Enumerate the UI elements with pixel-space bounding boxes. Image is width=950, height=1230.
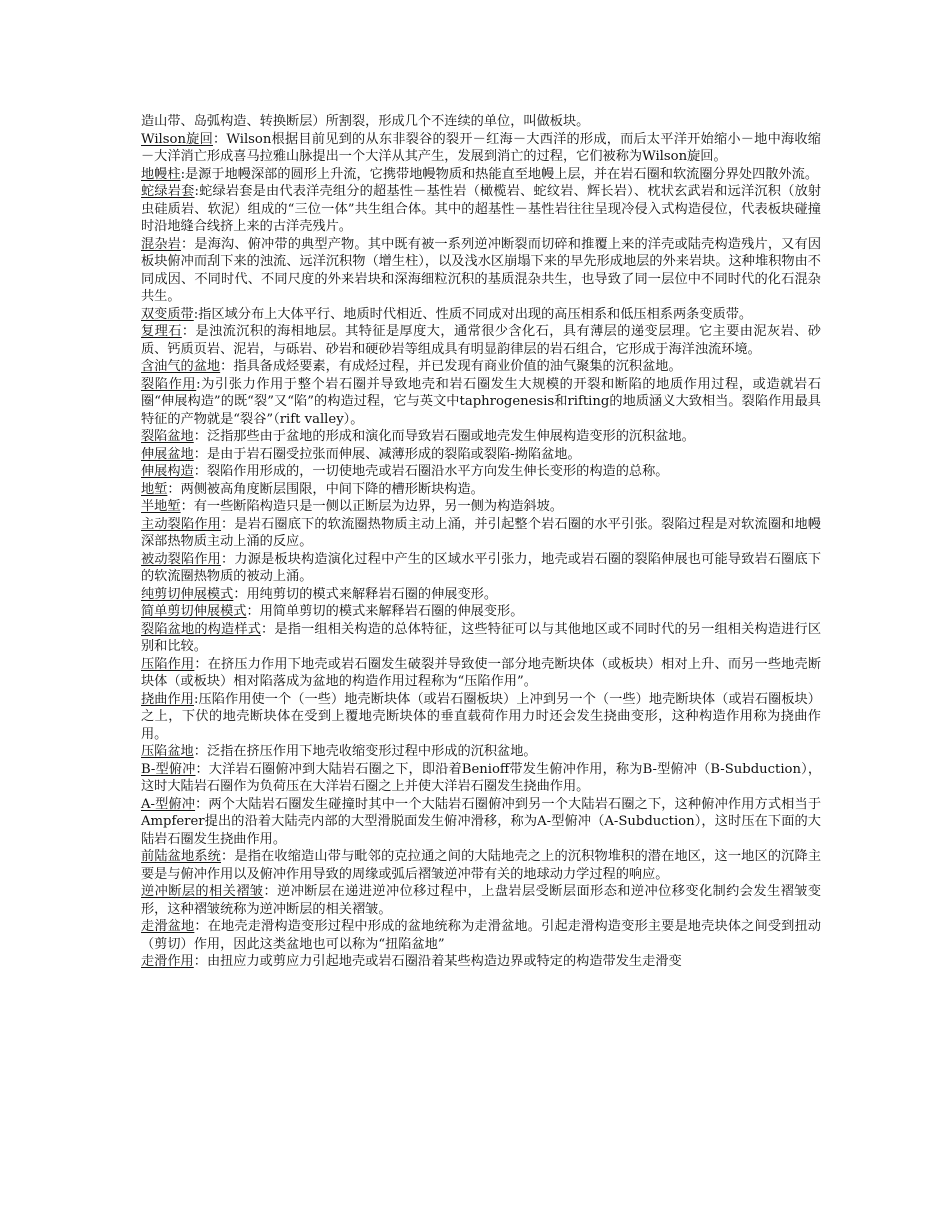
glossary-entry	[141, 376, 821, 429]
term-separator: ：	[167, 481, 181, 497]
glossary-term: 伸展构造	[141, 464, 194, 479]
term-separator: ：	[193, 429, 207, 444]
glossary-definition: 是指在收缩造山带与毗邻的克拉通之间的大陆地壳之上的沉积物堆积的潜在地区，这一地区的沉降主要是与俯冲作用以及俯冲作用导致的周缘或弧后褶皱逆冲带有关的地球动力学过程的响应。	[141, 849, 822, 882]
term-separator: :	[194, 184, 199, 199]
glossary-definition: 逆冲断层在递进逆冲位移过程中，上盘岩层受断层面形态和逆冲位移变化制约会发生褶皱变形，这种褶皱统称为逆冲断层的相关褶皱。	[141, 884, 822, 917]
glossary-entry	[141, 743, 821, 761]
term-separator: :	[196, 376, 201, 392]
term-separator: ：	[261, 621, 275, 637]
glossary-term: 压陷盆地	[141, 744, 194, 759]
glossary-definition: 蛇绿岩套是由代表洋壳组分的超基性－基性岩（橄榄岩、蛇纹岩、辉长岩）、枕状玄武岩和远洋沉积（放射虫硅质岩、软泥）组成的“三位一体”共生组合体。其中的超基性－基性岩往往呈现冷侵入式构造侵位，代表板块碰撞时沿地缝合线挤上来的古洋壳残片。	[141, 184, 822, 234]
glossary-definition: 大洋岩石圈俯冲到大陆岩石圈之下，即沿着Benioff带发生俯冲作用，称为B-型俯冲（B-Subduction），这时大陆岩石圈作为负荷压在大洋岩石圈之上并使大洋岩石圈发生挠曲作用。	[141, 761, 822, 794]
glossary-term: 半地堑	[141, 499, 181, 514]
term-separator: ：	[180, 499, 194, 514]
glossary-term: 纯剪切伸展模式	[141, 586, 234, 602]
term-separator: ：	[193, 744, 207, 759]
glossary-entry	[141, 428, 821, 446]
glossary-entry	[141, 236, 821, 306]
term-separator: :	[193, 306, 199, 322]
glossary-term: B-型俯冲	[141, 761, 196, 777]
glossary-term: 地幔柱	[141, 166, 181, 182]
term-separator: ：	[220, 359, 234, 374]
glossary-definition: 泛指那些由于盆地的形成和演化而导致岩石圈或地壳发生伸展构造变形的沉积盆地。	[206, 429, 695, 444]
term-separator: ：	[221, 551, 235, 567]
glossary-entry	[141, 603, 821, 621]
glossary-term: 简单剪切伸展模式	[141, 604, 247, 619]
glossary-term: 裂陷盆地	[141, 429, 194, 444]
glossary-term: 挠曲作用	[141, 691, 194, 707]
glossary-definition: 力源是板块构造演化过程中产生的区域水平引张力，地壳或岩石圈的裂陷伸展也可能导致岩石圈底下的软流圈热物质的被动上涌。	[141, 551, 822, 584]
glossary-entry	[141, 656, 821, 691]
glossary-definition: 压陷作用使一个（一些）地壳断块体（或岩石圈板块）上冲到另一个（一些）地壳断块体（或岩石圈板块）之上，下伏的地壳断块体在受到上覆地壳断块体的垂直载荷作用力时还会发生挠曲变形，这种构造作用称为挠曲作用。	[141, 691, 821, 742]
glossary-definition: 在挤压力作用下地壳或岩石圈发生破裂并导致使一部分地壳断块体（或板块）相对上升、而另一些地壳断块体（或板块）相对陷落成为盆地的构造作用过程称为“压陷作用”。	[141, 656, 822, 689]
glossary-definition: 为引张力作用于整个岩石圈并导致地壳和岩石圈发生大规模的开裂和断陷的地质作用过程，或造就岩石圈“伸展构造”的既“裂”又“陷”的构造过程，它与英文中taphrogenesis和rifting的地质涵义大致相当。裂陷作用最具特征的产物就是“裂谷”（rift valley）。	[141, 376, 822, 427]
glossary-definition: 用简单剪切的模式来解释岩石圈的伸展变形。	[259, 604, 524, 619]
term-separator: :	[180, 166, 186, 182]
glossary-definition: 是岩石圈底下的软流圈热物质主动上涌，并引起整个岩石圈的水平引张。裂陷过程是对软流圈和地幔深部热物质主动上涌的反应。	[141, 516, 822, 549]
glossary-entry	[141, 586, 821, 604]
term-separator: ：	[193, 464, 207, 479]
glossary-definition: 是浊流沉积的海相地层。其特征是厚度大，通常很少含化石，具有薄层的递变层理。它主要由泥灰岩、砂质、钙质页岩、泥岩，与砾岩、砂岩和硬砂岩等组成具有明显韵律层的岩石组合，它形成于海洋浊流环境。	[141, 324, 821, 357]
glossary-term: 被动裂陷作用	[141, 551, 222, 567]
glossary-definition: 两个大陆岩石圈发生碰撞时其中一个大陆岩石圈俯冲到另一个大陆岩石圈之下，这种俯冲作用方式相当于Ampferer提出的沿着大陆壳内部的大型滑脱面发生俯冲滑移，称为A-型俯冲（A-Subduction），这时压在下面的大陆岩石圈发生挠曲作用。	[141, 796, 822, 847]
glossary-entry	[141, 306, 821, 324]
term-separator: ：	[181, 236, 195, 252]
glossary-entry	[141, 323, 821, 358]
term-separator: ：	[194, 919, 208, 934]
glossary-term: 混杂岩	[141, 236, 182, 252]
glossary-term: 含油气的盆地	[141, 359, 221, 374]
glossary-term: 压陷作用	[141, 656, 195, 672]
glossary-definition: 用纯剪切的模式来解释岩石圈的伸展变形。	[246, 586, 498, 602]
glossary-entry	[141, 463, 821, 481]
glossary-definition: 在地壳走滑构造变形过程中形成的盆地统称为走滑盆地。引起走滑构造变形主要是地壳块体之间受到扭动（剪切）作用，因此这类盆地也可以称为“扭陷盆地”	[141, 919, 822, 952]
glossary-term: 走滑盆地	[141, 919, 195, 934]
glossary-term: 裂陷作用	[141, 376, 197, 392]
term-separator: ：	[195, 796, 209, 812]
term-separator: ：	[263, 884, 278, 899]
term-separator: ：	[221, 516, 235, 532]
glossary-definition: 泛指在挤压作用下地壳收缩变形过程中形成的沉积盆地。	[206, 744, 537, 759]
glossary-entry	[141, 183, 821, 236]
term-separator: ：	[233, 586, 247, 602]
glossary-term: 逆冲断层的相关褶皱	[141, 884, 264, 899]
glossary-term: 走滑作用	[141, 954, 194, 969]
glossary-entry	[141, 166, 821, 184]
glossary-term: A-型俯冲	[141, 796, 196, 812]
term-separator: :	[193, 691, 199, 707]
glossary-entry	[141, 761, 821, 796]
glossary-definition: 指区域分布上大体平行、地质时代相近、性质不同成对出现的高压相系和低压相系两条变质带。	[198, 306, 753, 322]
glossary-term: 复理石	[141, 324, 182, 339]
glossary-definition: 是源于地幔深部的圆形上升流，它携带地幔物质和热能直至地幔上层，并在岩石圈和软流圈分界处四散外流。	[185, 166, 819, 182]
glossary-entry	[141, 621, 821, 656]
glossary-definition: 有一些断陷构造只是一侧以正断层为边界，另一侧为构造斜坡。	[193, 499, 563, 514]
glossary-definition: 由扭应力或剪应力引起地壳或岩石圈沿着某些构造边界或特定的构造带发生走滑变	[206, 954, 682, 969]
glossary-entry	[141, 358, 821, 376]
glossary-entry	[141, 953, 821, 971]
glossary-definition: 指具备成烃要素，有成烃过程，并已发现有商业价值的油气聚集的沉积盆地。	[233, 359, 682, 374]
glossary-definition: Wilson根据目前见到的从东非裂谷的裂开－红海－大西洋的形成，而后太平洋开始缩小－地中海收缩－大洋消亡形成喜马拉雅山脉提出一个大洋从其产生，发展到消亡的过程，它们被称为Wilson旋回。	[141, 131, 821, 164]
glossary-term: 双变质带	[141, 306, 194, 322]
term-separator: ：	[213, 131, 227, 147]
glossary-definition: 是由于岩石圈受拉张而伸展、减薄形成的裂陷或裂陷-拗陷盆地。	[206, 446, 581, 462]
glossary-entry	[141, 918, 821, 953]
intro-fragment: 造山带、岛弧构造、转换断层）所割裂，形成几个不连续的单位，叫做板块。	[141, 114, 590, 129]
glossary-term: 蛇绿岩套	[141, 184, 195, 199]
glossary-term: 伸展盆地	[141, 446, 194, 462]
term-separator: ：	[246, 604, 260, 619]
document-page	[141, 113, 821, 971]
glossary-entry	[141, 796, 821, 849]
term-separator: ：	[221, 849, 235, 864]
glossary-entry	[141, 551, 821, 586]
glossary-entry	[141, 498, 821, 516]
glossary-entry	[141, 131, 821, 166]
glossary-entry	[141, 848, 821, 883]
glossary-entry	[141, 883, 821, 918]
term-separator: ：	[195, 761, 209, 777]
glossary-definition: 是海沟、俯冲带的典型产物。其中既有被一系列逆冲断裂而切碎和推覆上来的洋壳或陆壳构造残片，又有因板块俯冲而刮下来的浊流、远洋沉积物（增生柱），以及浅水区崩塌下来的早先形成地层的外来岩块。这种堆积物由不同成因、不同时代、不同尺度的外来岩块和深海细粒沉积的基质混杂共生，也导致了同一层位中不同时代的化石混杂共生。	[141, 236, 822, 304]
glossary-definition: 是指一组相关构造的总体特征，这些特征可以与其他地区或不同时代的另一组相关构造进行区别和比较。	[141, 621, 822, 654]
glossary-definition: 两侧被高角度断层围限，中间下降的槽形断块构造。	[180, 481, 484, 497]
glossary-entry	[141, 446, 821, 464]
glossary-entry	[141, 691, 821, 744]
glossary-term: 前陆盆地系统	[141, 849, 222, 864]
glossary-term: 主动裂陷作用	[141, 516, 222, 532]
term-separator: ：	[193, 954, 207, 969]
glossary-entry	[141, 481, 821, 499]
glossary-term: 地堑	[141, 481, 168, 497]
glossary-entries	[141, 131, 821, 971]
glossary-entry	[141, 516, 821, 551]
term-separator: ：	[194, 656, 208, 672]
term-separator: ：	[193, 446, 207, 462]
glossary-term: 裂陷盆地的构造样式	[141, 621, 262, 637]
glossary-definition: 裂陷作用形成的，一切使地壳或岩石圈沿水平方向发生伸长变形的构造的总称。	[206, 464, 669, 479]
glossary-term: Wilson旋回	[141, 131, 213, 147]
term-separator: ：	[181, 324, 196, 339]
